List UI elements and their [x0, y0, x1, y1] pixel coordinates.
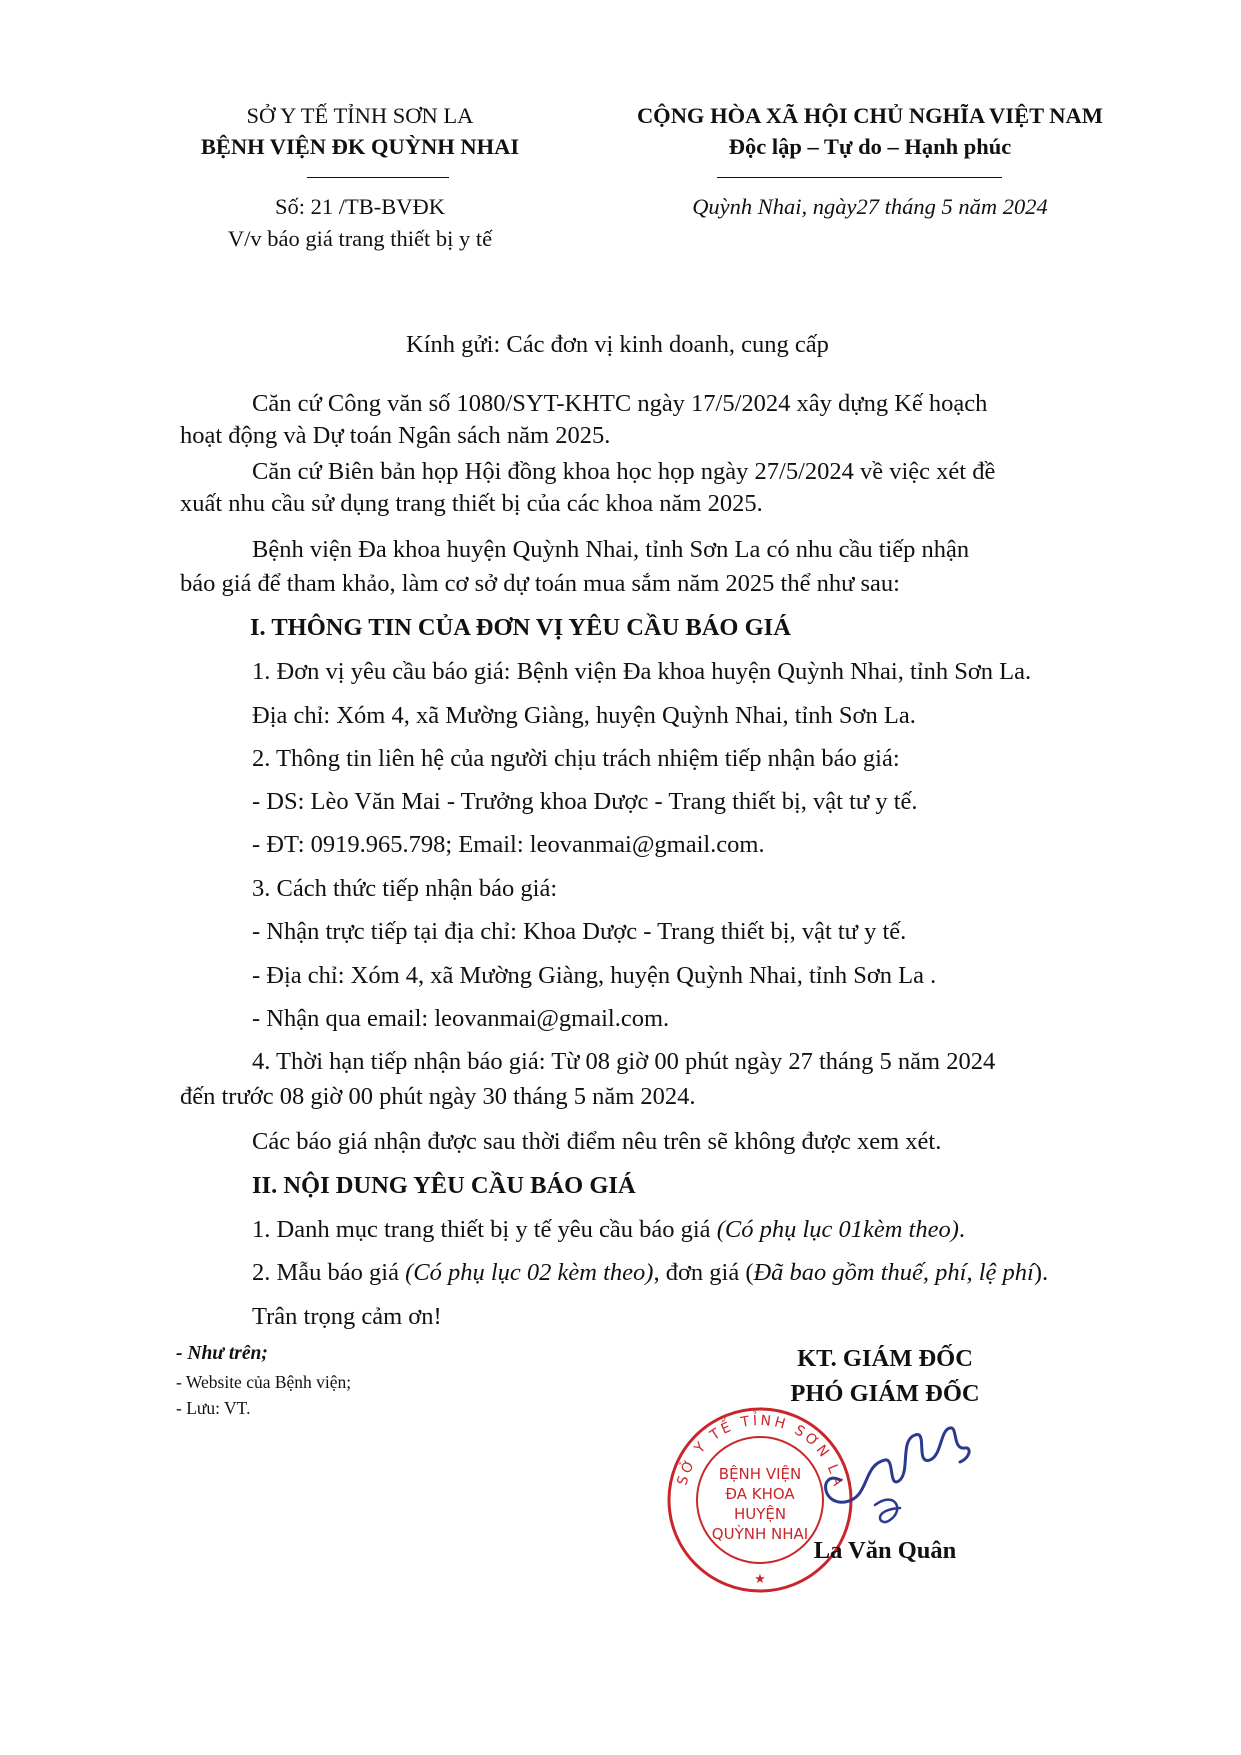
recipient-archive: - Lưu: VT. — [176, 1398, 251, 1418]
section-2-item-1-end: . — [958, 1216, 966, 1243]
recipient-website: - Website của Bệnh viện; — [176, 1372, 352, 1392]
section-2-item-2 — [252, 1259, 1048, 1287]
paragraph-3-line-2: báo giá để tham khảo, làm cơ sở dự toán mua sắm năm 2025 thể như sau: — [180, 570, 900, 597]
seal-line-1: BỆNH VIỆN — [718, 1465, 802, 1483]
paragraph-1-line-1: Căn cứ Công văn số 1080/SYT-KHTC ngày 17/5/2024 xây dựng Kế hoạch — [252, 390, 988, 417]
section-2-item-1-appendix: (Có phụ lục 01kèm theo) — [716, 1216, 959, 1243]
signature-role-2: PHÓ GIÁM ĐỐC — [790, 1380, 980, 1407]
section-1-item-3: 3. Cách thức tiếp nhận báo giá: — [252, 875, 558, 902]
nation-title: CỘNG HÒA XÃ HỘI CHỦ NGHĨA VIỆT NAM — [636, 103, 1104, 128]
section-2-item-2-end: ). — [1033, 1259, 1049, 1286]
late-submission-note: Các báo giá nhận được sau thời điểm nêu trên sẽ không được xem xét. — [252, 1128, 942, 1155]
section-2-item-1-text: 1. Danh mục trang thiết bị y tế yêu cầu báo giá — [252, 1216, 717, 1243]
contact-person: - DS: Lèo Văn Mai - Trưởng khoa Dược - Trang thiết bị, vật tư y tế. — [252, 788, 918, 815]
paragraph-1-line-2: hoạt động và Dự toán Ngân sách năm 2025. — [180, 422, 611, 449]
section-1-item-2: 2. Thông tin liên hệ của người chịu trách nhiệm tiếp nhận báo giá: — [252, 745, 900, 772]
document-number: Số: 21 /TB-BVĐK — [274, 194, 445, 219]
paragraph-3-line-1: Bệnh viện Đa khoa huyện Quỳnh Nhai, tỉnh Sơn La có nhu cầu tiếp nhận — [252, 536, 970, 563]
hospital-name: BỆNH VIỆN ĐK QUỲNH NHAI — [200, 134, 520, 159]
paragraph-2-line-1: Căn cứ Biên bản họp Hội đồng khoa học họp ngày 27/5/2024 về việc xét đề — [252, 458, 996, 485]
seal-line-3: HUYỆN — [733, 1505, 787, 1523]
contact-phone-email: - ĐT: 0919.965.798; Email: leovanmai@gmail.com. — [252, 831, 765, 858]
section-2-item-2-mid: , đơn giá ( — [653, 1259, 754, 1286]
document-subject: V/v báo giá trang thiết bị y tế — [227, 226, 493, 251]
section-2-item-1 — [252, 1216, 965, 1244]
section-2-item-2-appendix: (Có phụ lục 02 kèm theo) — [405, 1259, 654, 1286]
section-1-item-1: 1. Đơn vị yêu cầu báo giá: Bệnh viện Đa khoa huyện Quỳnh Nhai, tỉnh Sơn La. — [252, 658, 1032, 685]
signature-role-1: KT. GIÁM ĐỐC — [797, 1345, 973, 1372]
section-1-title: I. THÔNG TIN CỦA ĐƠN VỊ YÊU CẦU BÁO GIÁ — [250, 614, 791, 641]
section-2-item-2-tax-note: Đã bao gồm thuế, phí, lệ phí — [753, 1259, 1034, 1286]
header-left-underline — [307, 177, 449, 178]
signer-name: La Văn Quân — [813, 1537, 957, 1564]
receive-address: - Địa chỉ: Xóm 4, xã Mường Giàng, huyện Quỳnh Nhai, tỉnh Sơn La . — [252, 962, 937, 989]
closing-thanks: Trân trọng cảm ơn! — [252, 1303, 442, 1330]
receive-direct: - Nhận trực tiếp tại địa chỉ: Khoa Dược - Trang thiết bị, vật tư y tế. — [252, 918, 907, 945]
agency-name: SỞ Y TẾ TỈNH SƠN LA — [246, 103, 474, 128]
seal-ring-text: SỞ Y TẾ TỈNH SƠN LA — [674, 1412, 847, 1491]
section-1-item-4-line-2: đến trước 08 giờ 00 phút ngày 30 tháng 5 năm 2024. — [180, 1083, 696, 1110]
seal-line-4: QUỲNH NHAI — [711, 1525, 809, 1543]
handwritten-signature — [800, 1410, 990, 1540]
header-right-underline — [717, 177, 1002, 178]
signature-stroke-1 — [826, 1428, 970, 1502]
salutation: Kính gửi: Các đơn vị kinh doanh, cung cấp — [406, 331, 829, 358]
paragraph-2-line-2: xuất nhu cầu sử dụng trang thiết bị của các khoa năm 2025. — [180, 490, 763, 517]
section-2-item-2-text: 2. Mẫu báo giá — [252, 1259, 406, 1286]
national-motto: Độc lập – Tự do – Hạnh phúc — [728, 134, 1012, 159]
place-date: Quỳnh Nhai, ngày27 tháng 5 năm 2024 — [692, 194, 1048, 219]
signature-stroke-2 — [875, 1500, 900, 1522]
section-1-item-4-line-1: 4. Thời hạn tiếp nhận báo giá: Từ 08 giờ 00 phút ngày 27 tháng 5 năm 2024 — [252, 1048, 996, 1075]
section-2-title: II. NỘI DUNG YÊU CẦU BÁO GIÁ — [252, 1172, 636, 1199]
section-1-address: Địa chỉ: Xóm 4, xã Mường Giàng, huyện Quỳnh Nhai, tỉnh Sơn La. — [252, 702, 916, 729]
receive-email: - Nhận qua email: leovanmai@gmail.com. — [252, 1005, 670, 1032]
seal-line-2: ĐA KHOA — [725, 1485, 795, 1503]
recipients-title: - Như trên; — [176, 1343, 268, 1364]
seal-star-icon: ★ — [754, 1572, 766, 1587]
